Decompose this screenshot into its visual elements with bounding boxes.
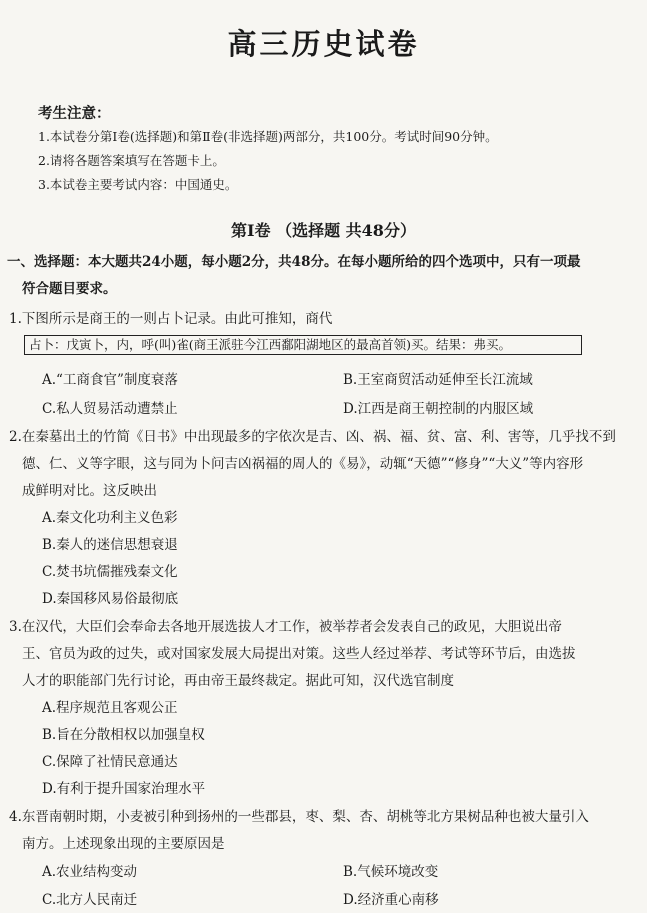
instructions-line: 一、选择题：本大题共24小题，每小题2分，共48分。在每小题所给的四个选项中，只有一项最	[7, 254, 581, 270]
notice-line: 3.本试卷主要考试内容：中国通史。	[38, 177, 238, 192]
question-2-option-c: C.焚书坑儒摧残秦文化	[42, 564, 178, 580]
notice-line: 1.本试卷分第Ⅰ卷(选择题)和第Ⅱ卷(非选择题)两部分，共100分。考试时间90分钟。	[38, 129, 498, 144]
question-4-option-d: D.经济重心南移	[343, 892, 439, 908]
question-2-stem: 德、仁、义等字眼，这与同为卜问吉凶祸福的周人的《易》，动辄“天德”“修身”“大义”等内容形	[22, 456, 584, 472]
question-4-stem: 4.东晋南朝时期，小麦被引种到扬州的一些郡县，枣、梨、杏、胡桃等北方果树品种也被大量引入	[9, 809, 589, 825]
question-3-stem: 王、官员为政的过失，或对国家发展大局提出对策。这些人经过举荐、考试等环节后，由选拔	[22, 646, 576, 662]
page-title: 高三历史试卷	[227, 27, 420, 61]
question-1-option-d: D.江西是商王朝控制的内服区域	[343, 401, 534, 417]
section-title: 第Ⅰ卷 （选择题 共48分）	[231, 221, 416, 240]
question-1-option-a: A.“工商食官”制度衰落	[42, 372, 178, 388]
question-4-option-a: A.农业结构变动	[42, 864, 138, 880]
question-1-option-c: C.私人贸易活动遭禁止	[42, 401, 178, 417]
question-2-option-a: A.秦文化功利主义色彩	[42, 510, 178, 526]
question-3-option-a: A.程序规范且客观公正	[42, 700, 178, 716]
question-1-divination-box: 占卜：戊寅卜，内，呼(叫)雀(商王派驻今江西鄱阳湖地区的最高首领)买。结果：弗买。	[24, 335, 582, 355]
question-3-option-b: B.旨在分散相权以加强皇权	[42, 727, 205, 743]
question-2-stem: 成鲜明对比。这反映出	[22, 483, 157, 499]
instructions-line: 符合题目要求。	[22, 281, 117, 297]
question-4-option-c: C.北方人民南迁	[42, 892, 138, 908]
question-3-stem: 3.在汉代，大臣们会奉命去各地开展选拔人才工作，被举荐者会发表自己的政见，大胆说出帝	[9, 619, 562, 635]
question-4-stem: 南方。上述现象出现的主要原因是	[22, 836, 225, 852]
question-1-stem: 1.下图所示是商王的一则占卜记录。由此可推知，商代	[9, 311, 333, 327]
question-1-option-b: B.王室商贸活动延伸至长江流域	[343, 372, 533, 388]
question-2-option-d: D.秦国移风易俗最彻底	[42, 591, 179, 607]
question-3-option-d: D.有利于提升国家治理水平	[42, 781, 206, 797]
question-3-option-c: C.保障了社情民意通达	[42, 754, 178, 770]
question-2-option-b: B.秦人的迷信思想衰退	[42, 537, 178, 553]
question-3-stem: 人才的职能部门先行讨论，再由帝王最终裁定。据此可知，汉代选官制度	[22, 673, 454, 689]
question-4-option-b: B.气候环境改变	[343, 864, 439, 880]
notice-heading: 考生注意：	[38, 105, 111, 122]
question-2-stem: 2.在秦墓出土的竹简《日书》中出现最多的字依次是吉、凶、祸、福、贫、富、利、害等，几乎找不到	[9, 429, 616, 445]
notice-line: 2.请将各题答案填写在答题卡上。	[38, 153, 225, 168]
